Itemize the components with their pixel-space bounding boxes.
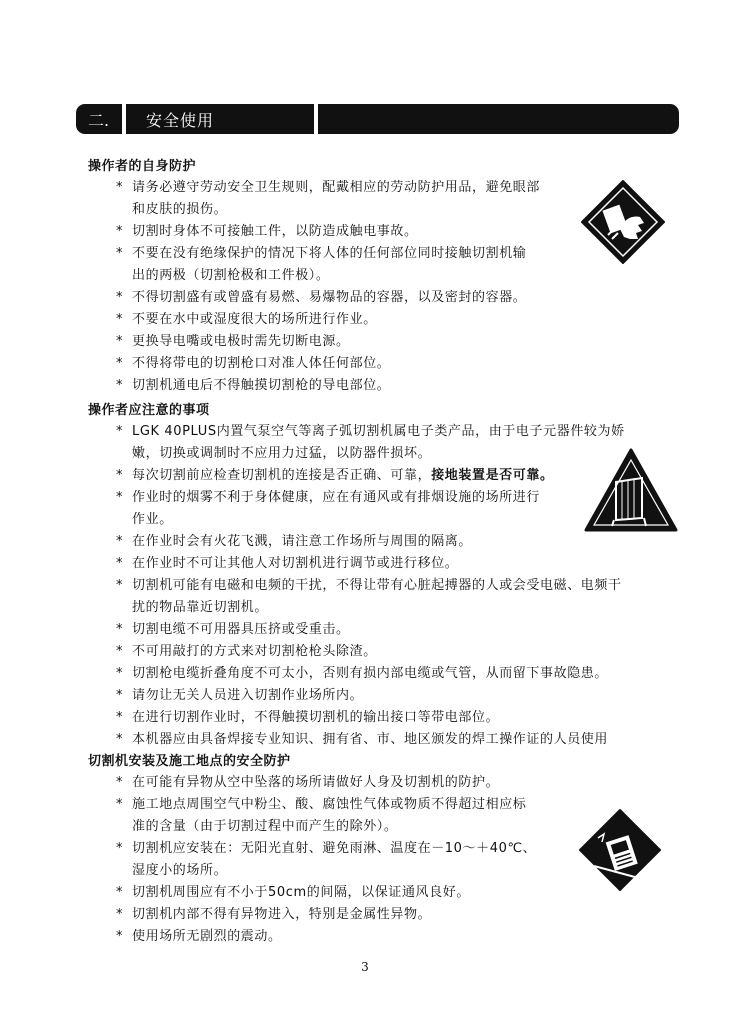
list-item-text: 不要在水中或湿度很大的场所进行作业。 (132, 312, 377, 327)
list-item-text: 使用场所无剧烈的震动。 (132, 929, 282, 944)
list-item-text: 不得将带电的切割枪口对准人体任何部位。 (132, 356, 391, 371)
bullet-marker: * (116, 688, 124, 703)
bullet-marker: * (116, 578, 124, 593)
bullet-marker: * (116, 556, 124, 571)
list-item-continuation: 湿度小的场所。 (132, 863, 228, 878)
list-item-emphasis: 接地装置是否可靠。 (431, 468, 554, 483)
tilted-machine-warning-icon (578, 808, 662, 892)
bullet-marker: * (116, 644, 124, 659)
list-item-text: 在进行切割作业时，不得触摸切割机的输出接口等带电部位。 (132, 710, 500, 725)
list-item-text: 在作业时会有火花飞溅，请注意工作场所与周围的隔离。 (132, 534, 473, 549)
list-item-continuation: 嫩，切换或调制时不应用力过猛，以防器件损坏。 (132, 446, 432, 461)
bullet-marker: * (116, 290, 124, 305)
bullet-marker: * (116, 622, 124, 637)
section-header-bar (76, 104, 679, 134)
list-item-text: 切割机应安装在：无阳光直射、避免雨淋、温度在－10～＋40℃、 (132, 841, 537, 856)
bullet-marker: * (116, 666, 124, 681)
section-heading: 操作者应注意的事项 (88, 403, 210, 418)
list-item-text: 更换导电嘴或电极时需先切断电源。 (132, 334, 350, 349)
bullet-marker: * (116, 356, 124, 371)
bullet-marker: * (116, 732, 124, 747)
bullet-marker: * (116, 312, 124, 327)
section-title: 安全使用 (146, 111, 215, 130)
list-item-text: 切割时身体不可接触工件，以防造成触电事故。 (132, 224, 418, 239)
list-item-text: 请勿让无关人员进入切割作业场所内。 (132, 688, 364, 703)
list-item-text: 切割枪电缆折叠角度不可太小，否则有损内部电缆或气管，从而留下事故隐患。 (132, 666, 609, 681)
bullet-marker: * (116, 224, 124, 239)
list-item-text: 施工地点周围空气中粉尘、酸、腐蚀性气体或物质不得超过相应标 (132, 797, 527, 812)
list-item-text: 本机器应由具备焊接专业知识、拥有省、市、地区颁发的焊工操作证的人员使用 (132, 732, 609, 747)
bullet-marker: * (116, 334, 124, 349)
list-item-text: 不得切割盛有或曾盛有易燃、易爆物品的容器，以及密封的容器。 (132, 290, 527, 305)
bullet-marker: * (116, 424, 124, 439)
section-heading: 操作者的自身防护 (88, 159, 197, 174)
bullet-marker: * (116, 180, 124, 195)
list-item-text: 切割机可能有电磁和电频的干扰，不得让带有心脏起搏器的人或会受电磁、电频干 (132, 578, 622, 593)
list-item-text: 切割电缆不可用器具压挤或受重击。 (132, 622, 350, 637)
list-item-text: 每次切割前应检查切割机的连接是否正确、可靠， (132, 468, 432, 483)
header-divider (122, 104, 126, 134)
list-item-continuation: 和皮肤的损伤。 (132, 202, 228, 217)
list-item-text: 作业时的烟雾不利于身体健康，应在有通风或有排烟设施的场所进行 (132, 490, 541, 505)
bullet-marker: * (116, 907, 124, 922)
list-item-text: 不要在没有绝缘保护的情况下将人体的任何部位同时接触切割机输 (132, 246, 527, 261)
bullet-marker: * (116, 246, 124, 261)
list-item-text: 在可能有异物从空中坠落的场所请做好人身及切割机的防护。 (132, 775, 500, 790)
list-item-continuation: 扰的物品靠近切割机。 (132, 600, 269, 615)
bullet-marker: * (116, 490, 124, 505)
header-divider (314, 104, 318, 134)
bullet-marker: * (116, 841, 124, 856)
list-item-text: LGK 40PLUS内置气泵空气等离子弧切割机属电子类产品，由于电子元器件较为娇 (132, 424, 625, 439)
bullet-marker: * (116, 468, 124, 483)
list-item-text: 不可用敲打的方式来对切割枪枪头除渣。 (132, 644, 377, 659)
page-number: 3 (361, 960, 369, 974)
list-item-text: 在作业时不可让其他人对切割机进行调节或进行移位。 (132, 556, 459, 571)
ventilation-screen-warning-icon (584, 448, 678, 532)
list-item-continuation: 准的含量（由于切割过程中而产生的除外）。 (132, 819, 398, 834)
section-number: 二. (88, 111, 110, 130)
list-item-text: 切割机内部不得有异物进入，特别是金属性异物。 (132, 907, 432, 922)
bullet-marker: * (116, 775, 124, 790)
electric-shock-warning-icon (580, 179, 666, 265)
bullet-marker: * (116, 797, 124, 812)
list-item-text: 切割机周围应有不小于50cm的间隔，以保证通风良好。 (132, 885, 470, 900)
bullet-marker: * (116, 710, 124, 725)
bullet-marker: * (116, 885, 124, 900)
list-item-text: 请务必遵守劳动安全卫生规则，配戴相应的劳动防护用品，避免眼部 (132, 180, 541, 195)
bullet-marker: * (116, 378, 124, 393)
section-heading: 切割机安装及施工地点的安全防护 (88, 754, 291, 769)
list-item-continuation: 出的两极（切割枪极和工件极）。 (132, 268, 330, 283)
bullet-marker: * (116, 929, 124, 944)
bullet-marker: * (116, 534, 124, 549)
list-item-text: 切割机通电后不得触摸切割枪的导电部位。 (132, 378, 391, 393)
list-item-continuation: 作业。 (132, 512, 173, 527)
